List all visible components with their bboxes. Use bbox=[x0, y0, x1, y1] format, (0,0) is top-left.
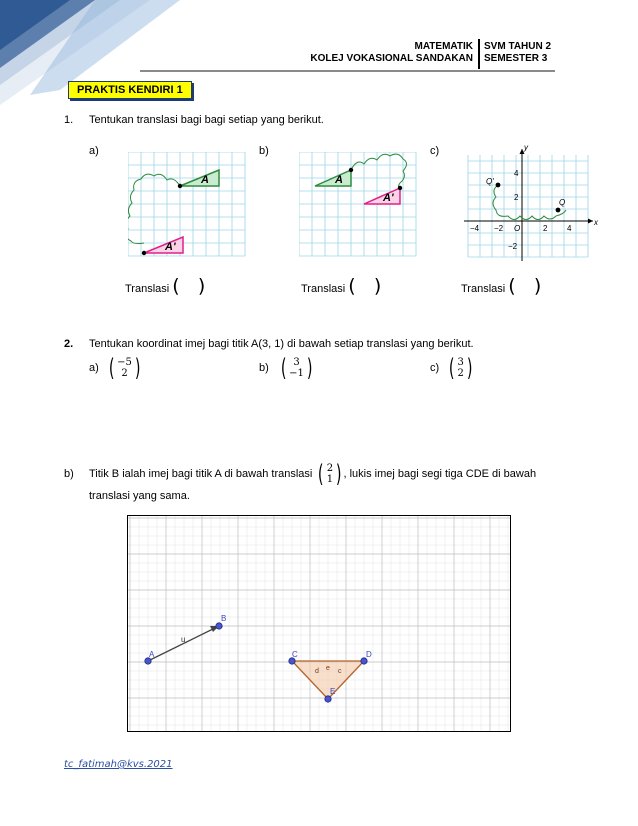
q1c-answer bbox=[461, 276, 541, 296]
header-right bbox=[484, 41, 551, 65]
answer-bracket[interactable]: ( ) bbox=[172, 275, 206, 297]
q1b-graph bbox=[299, 152, 421, 258]
shape-a-image-label: A' bbox=[165, 241, 176, 253]
label-side-d: d bbox=[315, 668, 319, 675]
point-end bbox=[142, 251, 146, 255]
vector-bottom: 2 bbox=[457, 368, 464, 379]
vector-bottom: 2 bbox=[121, 368, 128, 379]
vector-top: 3 bbox=[293, 357, 300, 368]
q2-text: Tentukan koordinat imej bagi titik A(3, 1) di bawah setiap translasi yang berikut. bbox=[89, 338, 474, 350]
header-school: KOLEJ VOKASIONAL SANDAKAN bbox=[310, 53, 473, 64]
grid-lines bbox=[128, 152, 245, 256]
point-start bbox=[349, 168, 353, 172]
vector-top: 3 bbox=[457, 357, 464, 368]
point-q-image bbox=[496, 183, 501, 188]
section-badge: PRAKTIS KENDIRI 1 bbox=[68, 81, 192, 99]
q2b-label: b) bbox=[64, 468, 74, 480]
q1-number: 1. bbox=[64, 114, 74, 126]
label-side-c: c bbox=[338, 668, 342, 675]
q2-part-a-vector: ( −5 2 ) bbox=[108, 354, 141, 382]
q2b-text-before: Titik B ialah imej bagi titik A di bawah translasi bbox=[89, 468, 313, 480]
header-left bbox=[310, 41, 473, 65]
answer-bracket[interactable]: ( ) bbox=[348, 275, 382, 297]
grid-lines bbox=[468, 155, 588, 257]
q2-number: 2. bbox=[64, 338, 74, 350]
point-start bbox=[178, 184, 182, 188]
y-tick-2: 2 bbox=[514, 193, 519, 202]
q2-part-b bbox=[259, 356, 314, 380]
q2-part-c-vector: ( 3 2 ) bbox=[449, 354, 473, 382]
y-tick-4: 4 bbox=[514, 169, 519, 178]
point-q bbox=[556, 208, 561, 213]
point-b bbox=[216, 623, 222, 629]
vector-top: 2 bbox=[326, 463, 334, 474]
translasi-label: Translasi bbox=[461, 283, 506, 295]
loop-arrows bbox=[351, 154, 407, 188]
label-side-e: e bbox=[326, 665, 330, 672]
q1-part-c: c) bbox=[430, 145, 440, 157]
q2-part-c-label: c) bbox=[430, 362, 440, 374]
q2b-text-after: , lukis imej bagi segi tiga CDE di bawah bbox=[343, 468, 537, 480]
q2-part-a-label: a) bbox=[89, 362, 99, 374]
q2-part-c bbox=[430, 356, 474, 380]
y-tick-neg2: −2 bbox=[508, 242, 518, 251]
point-end bbox=[398, 186, 402, 190]
shape-a-image bbox=[144, 237, 183, 253]
point-q-label: Q bbox=[559, 198, 566, 207]
x-tick-neg4: −4 bbox=[470, 224, 480, 233]
label-u: u bbox=[181, 635, 186, 644]
q2-part-a bbox=[89, 356, 142, 380]
vector-bottom: −1 bbox=[289, 368, 304, 379]
footer-author: tc_fatimah@kvs.2021 bbox=[64, 759, 173, 770]
q1-part-b: b) bbox=[259, 145, 269, 157]
vector-bottom: 1 bbox=[326, 474, 334, 485]
header-divider bbox=[478, 39, 480, 69]
shape-a-image bbox=[364, 188, 400, 204]
label-d: D bbox=[366, 650, 372, 659]
q2b-text bbox=[89, 462, 536, 486]
q2b-vector: ( 2 1 ) bbox=[318, 460, 342, 488]
y-axis-label: y bbox=[524, 143, 528, 152]
header-rule bbox=[140, 70, 555, 72]
shape-a-image-label: A' bbox=[383, 192, 394, 204]
q2b-text-line2: translasi yang sama. bbox=[89, 490, 190, 502]
shape-a-label: A bbox=[335, 174, 343, 186]
q1-part-a: a) bbox=[89, 145, 99, 157]
x-axis-arrow bbox=[588, 219, 593, 224]
shape-a-label: A bbox=[201, 174, 209, 186]
point-q-image-label: Q' bbox=[486, 177, 494, 186]
translasi-label: Translasi bbox=[125, 283, 170, 295]
x-tick-neg2: −2 bbox=[494, 224, 504, 233]
q2-part-b-label: b) bbox=[259, 362, 269, 374]
x-axis-label: x bbox=[594, 218, 598, 227]
label-e: E bbox=[330, 687, 336, 696]
translasi-label: Translasi bbox=[301, 283, 346, 295]
label-b: B bbox=[221, 614, 227, 623]
q1c-graph bbox=[462, 143, 602, 261]
answer-bracket[interactable]: ( ) bbox=[508, 275, 542, 297]
header-level: SVM TAHUN 2 bbox=[484, 41, 552, 52]
origin-label: O bbox=[514, 224, 521, 233]
header-semester: SEMESTER 3 bbox=[484, 53, 548, 64]
x-tick-4: 4 bbox=[567, 224, 572, 233]
q2-part-b-vector: ( 3 −1 ) bbox=[280, 354, 313, 382]
q1-text: Tentukan translasi bagi bagi setiap yang berikut. bbox=[89, 114, 324, 126]
label-a: A bbox=[149, 650, 155, 659]
q1b-answer bbox=[301, 276, 381, 296]
label-c: C bbox=[292, 650, 298, 659]
q1a-answer bbox=[125, 276, 205, 296]
q1a-graph bbox=[128, 152, 248, 258]
q2b-grid bbox=[127, 515, 511, 732]
header-subject: MATEMATIK bbox=[414, 41, 473, 52]
x-tick-2: 2 bbox=[543, 224, 548, 233]
vector-top: −5 bbox=[117, 357, 132, 368]
point-e bbox=[325, 696, 331, 702]
